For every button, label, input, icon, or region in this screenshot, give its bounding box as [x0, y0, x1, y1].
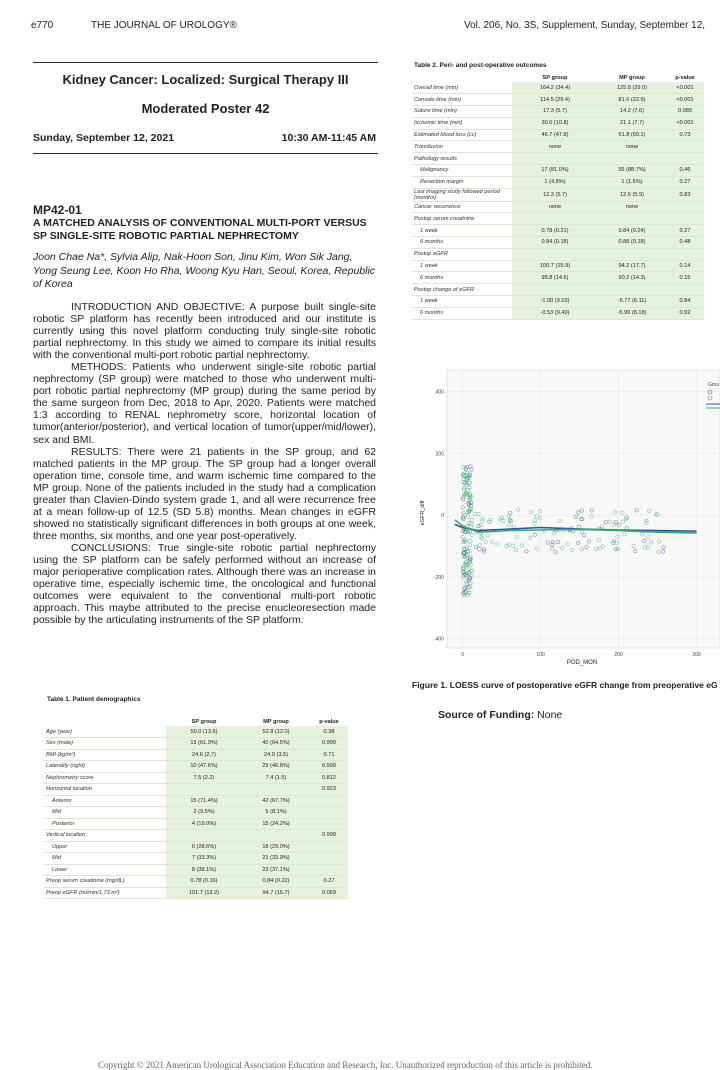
- row-label: Overall time (min): [412, 82, 512, 94]
- table-row: [44, 726, 348, 738]
- table-cell: none: [512, 201, 598, 213]
- intro-paragraph: INTRODUCTION AND OBJECTIVE: A purpose built single-site robotic SP platform has recently been introduced and our institute is currently using this novel platform conducting truly single-site robotic partial nephrectomy. In this study we aimed to compare its initial results with the conventional multi-port robotic partial nephrectomy.: [33, 301, 376, 362]
- row-label: 1 week: [412, 225, 512, 237]
- loess-scatter-chart: [412, 368, 720, 668]
- table-cell: 12.3 (5.7): [512, 188, 598, 201]
- table-row: [44, 772, 348, 784]
- table-row: [412, 117, 704, 129]
- table-cell: 51.8 (60.1): [598, 129, 666, 141]
- row-label: Nephrometry score: [44, 772, 166, 784]
- table-row: [412, 201, 704, 213]
- copyright-notice: Copyright © 2021 American Urological Association Education and Research, Inc. Unauthorized reproduction of this article is prohibited.: [98, 1060, 593, 1070]
- table-cell: 164.2 (34.4): [512, 82, 598, 94]
- table-cell: [310, 853, 348, 865]
- x-tick-label: 100: [536, 652, 545, 658]
- table-cell: 0.71: [310, 749, 348, 761]
- row-label: Console time (min): [412, 94, 512, 106]
- table-cell: 12.6 (5.9): [598, 188, 666, 201]
- table-row: [44, 830, 348, 842]
- table1-header-0: [44, 718, 166, 726]
- table-row: [412, 176, 704, 188]
- conclusions-paragraph: CONCLUSIONS: True single-site robotic partial nephrectomy using the SP platform can be safely performed without an increase of major perioperative complication rates. Although there was an increase in operative time, especially ischemic time, the oncological and functional outcomes were equivalent to the conventional multi-port robotic approach. This maybe attributed to the precise enucleoresection made possible by the articulating instruments of the SP platform.: [33, 541, 376, 627]
- funding-value: None: [537, 709, 563, 721]
- table-row: [412, 213, 704, 225]
- table-row: [412, 296, 704, 308]
- table-cell: 0.73: [666, 129, 704, 141]
- row-label: Mid: [44, 853, 166, 865]
- table-cell: 7.5 (2.2): [166, 772, 242, 784]
- row-label: Estimated blood loss (cc): [412, 129, 512, 141]
- table-cell: [512, 284, 598, 296]
- row-label: Transfusion: [412, 141, 512, 153]
- table-row: [44, 807, 348, 819]
- table-row: [412, 141, 704, 153]
- table-cell: 0.14: [666, 260, 704, 272]
- table2-header-2: MP group: [619, 75, 645, 81]
- table-cell: 125.8 (29.0): [598, 82, 666, 94]
- table-cell: 6 (28.6%): [166, 841, 242, 853]
- table-cell: 0.999: [310, 761, 348, 773]
- table-row: [44, 749, 348, 761]
- table-row: [412, 260, 704, 272]
- journal-name: THE JOURNAL OF UROLOGY®: [91, 20, 237, 31]
- table-cell: [310, 864, 348, 876]
- table-row: [44, 887, 348, 899]
- table2-header-1: SP group: [542, 75, 568, 81]
- table-cell: 0.38: [310, 726, 348, 738]
- abstract-title: A MATCHED ANALYSIS OF CONVENTIONAL MULTI-PORT VERSUS SP SINGLE-SITE ROBOTIC PARTIAL NEPHRECTOMY: [33, 217, 367, 242]
- row-label: Malignancy: [412, 165, 512, 177]
- table-cell: 1 (4.8%): [512, 176, 598, 188]
- table-cell: 0.15: [666, 272, 704, 284]
- table-cell: -0.53 (9.49): [512, 307, 598, 319]
- x-tick-label: 200: [614, 652, 623, 658]
- row-label: Postop serum creatinine: [412, 213, 512, 225]
- session-subtitle: Moderated Poster 42: [141, 101, 270, 116]
- table2-caption: Table 2. Peri- and post-operative outcomes: [414, 62, 547, 69]
- table2-header-0: [412, 74, 512, 82]
- session-date: Sunday, September 12, 2021: [33, 132, 175, 144]
- row-label: Pathology results: [412, 153, 512, 165]
- table-row: [412, 188, 704, 201]
- row-label: Vertical location: [44, 830, 166, 842]
- plot-area: [447, 370, 720, 648]
- table-row: [412, 307, 704, 319]
- table-cell: [512, 213, 598, 225]
- y-tick-label: -400: [433, 636, 444, 643]
- row-label: 6 months: [412, 307, 512, 319]
- table-row: [44, 841, 348, 853]
- table1-header-3: p-value: [319, 719, 339, 725]
- table-cell: 0.48: [666, 237, 704, 249]
- table-cell: 0.88 (0.18): [598, 237, 666, 249]
- table-cell: [166, 784, 242, 796]
- table-cell: 94.2 (17.7): [598, 260, 666, 272]
- table-cell: [512, 248, 598, 260]
- table-cell: [310, 841, 348, 853]
- row-label: Upper: [44, 841, 166, 853]
- table-row: [44, 761, 348, 773]
- table-cell: 13 (61.9%): [166, 738, 242, 750]
- row-label: Last imaging study followed period (months): [412, 188, 512, 201]
- table-cell: 21.1 (7.7): [598, 117, 666, 129]
- table-cell: [666, 284, 704, 296]
- row-label: 6 months: [412, 272, 512, 284]
- table-cell: none: [598, 141, 666, 153]
- table-cell: 17.3 (5.7): [512, 106, 598, 118]
- table-cell: [310, 795, 348, 807]
- row-label: Cancer recurrence: [412, 201, 512, 213]
- table-cell: 90.2 (14.3): [598, 272, 666, 284]
- table-cell: 81.6 (22.9): [598, 94, 666, 106]
- table-cell: 95.8 (14.6): [512, 272, 598, 284]
- table-cell: [598, 248, 666, 260]
- row-label: 1 week: [412, 260, 512, 272]
- table-cell: 24.6 (2.7): [166, 749, 242, 761]
- x-tick-label: 0: [461, 652, 464, 658]
- table-cell: 52.8 (12.0): [242, 726, 310, 738]
- figure-caption: Figure 1. LOESS curve of postoperative eGFR change from preoperative eG: [412, 680, 718, 690]
- table-row: [44, 784, 348, 796]
- table-cell: 0.78 (0.21): [512, 225, 598, 237]
- table-cell: [242, 784, 310, 796]
- page-number: e770: [31, 20, 54, 31]
- table-cell: 8 (38.1%): [166, 864, 242, 876]
- table-cell: 40 (64.5%): [242, 738, 310, 750]
- y-tick-label: 400: [435, 389, 444, 396]
- table-cell: 30.0 (10.8): [512, 117, 598, 129]
- table-row: [44, 818, 348, 830]
- table-cell: 18 (29.0%): [242, 841, 310, 853]
- table-cell: 46.7 (47.8): [512, 129, 598, 141]
- table-row: [44, 876, 348, 888]
- table-cell: 55 (88.7%): [598, 165, 666, 177]
- table2: [412, 74, 704, 320]
- table-cell: 2 (9.5%): [166, 807, 242, 819]
- table-row: [412, 272, 704, 284]
- table-cell: -1.00 (9.03): [512, 296, 598, 308]
- table-cell: 0.27: [666, 225, 704, 237]
- table-cell: 101.7 (13.2): [166, 887, 242, 899]
- table-cell: 7.4 (1.5): [242, 772, 310, 784]
- row-label: Horizontal location: [44, 784, 166, 796]
- row-label: Lower: [44, 864, 166, 876]
- table1-caption: Table 1. Patient demographics: [47, 696, 141, 703]
- table-row: [44, 864, 348, 876]
- table-row: [412, 106, 704, 118]
- y-tick-label: 200: [435, 451, 444, 458]
- table-row: [412, 225, 704, 237]
- table1: [44, 718, 348, 899]
- table-cell: 0.84 (0.22): [242, 876, 310, 888]
- table-cell: 24.9 (3.5): [242, 749, 310, 761]
- row-label: Suture time (min): [412, 106, 512, 118]
- table-cell: 15 (24.2%): [242, 818, 310, 830]
- table-cell: 17 (81.0%): [512, 165, 598, 177]
- table-row: [412, 165, 704, 177]
- issue-info: Vol. 206, No. 3S, Supplement, Sunday, September 12,: [464, 20, 706, 31]
- table-cell: 14.2 (7.6): [598, 106, 666, 118]
- table-cell: 0.069: [310, 887, 348, 899]
- row-label: Postop change of eGFR: [412, 284, 512, 296]
- y-axis-label: eGFR_diff: [420, 500, 426, 526]
- table-cell: [242, 830, 310, 842]
- table-cell: [666, 213, 704, 225]
- table-cell: 94.7 (15.7): [242, 887, 310, 899]
- table-cell: 0.83: [666, 188, 704, 201]
- table-cell: 0.923: [310, 784, 348, 796]
- table-cell: [666, 141, 704, 153]
- row-label: 6 months: [412, 237, 512, 249]
- table-cell: -5.77 (6.11): [598, 296, 666, 308]
- row-label: BMI (kg/m²): [44, 749, 166, 761]
- table1-header-1: SP group: [191, 719, 217, 725]
- methods-paragraph: METHODS: Patients who underwent single-site robotic partial nephrectomy (SP group) were matched to those who underwent multi-port robotic partial nephrectomy (MP group) during the same period by the same surgeon from Dec, 2018 to Apr, 2020. Patients were matched 1:3 according to RENAL nephrometry score, horizontal location of tumor(anterior/posterior), and vertical location of tumor(upper/mid/lower), sex and BMI.: [33, 361, 376, 446]
- table-row: [412, 237, 704, 249]
- table-cell: [166, 830, 242, 842]
- table-cell: none: [512, 141, 598, 153]
- table-cell: 21 (33.9%): [242, 853, 310, 865]
- funding-label: Source of Funding:: [438, 709, 535, 721]
- y-tick-label: 0: [441, 513, 444, 520]
- row-label: Resection margin: [412, 176, 512, 188]
- table-cell: [598, 213, 666, 225]
- table-cell: [512, 153, 598, 165]
- table-cell: 4 (19.0%): [166, 818, 242, 830]
- row-label: Preop serum creatinine (mg/dL): [44, 876, 166, 888]
- table-cell: 0.84 (0.18): [512, 237, 598, 249]
- table-cell: 50.0 (13.6): [166, 726, 242, 738]
- table-row: [412, 153, 704, 165]
- legend-title: Grou: [708, 382, 720, 388]
- table-cell: <0.001: [666, 82, 704, 94]
- table-cell: 0.92: [666, 307, 704, 319]
- table-cell: 0.999: [310, 830, 348, 842]
- table-cell: <0.001: [666, 94, 704, 106]
- table-cell: 0.27: [310, 876, 348, 888]
- x-axis-label: POD_MON: [566, 660, 598, 666]
- row-label: Preop eGFR (ml/min/1.73 m²): [44, 887, 166, 899]
- table-cell: 7 (33.3%): [166, 853, 242, 865]
- table-row: [412, 82, 704, 94]
- table2-header-3: p-value: [675, 75, 695, 81]
- table-row: [44, 795, 348, 807]
- session-title: Kidney Cancer: Localized: Surgical Therapy III: [62, 72, 349, 87]
- table-cell: 0.089: [666, 106, 704, 118]
- table-row: [44, 738, 348, 750]
- results-paragraph: RESULTS: There were 21 patients in the SP group, and 62 matched patients in the MP group. The SP group had a longer overall operation time, console time, and warm ischemic time compared to the MP group. None of the patients included in the study had a complication greater than Clavien-Dindo system grade 1, and all were recurrence free at a mean follow-up of 12.5 (SD 5.8) months. Mean changes in eGFR showed no statistically significant differences in both groups at one week, three months, six months, and one year post-operatively.: [33, 445, 376, 542]
- table-cell: [666, 248, 704, 260]
- table-row: [412, 284, 704, 296]
- abstract-body: [33, 301, 376, 626]
- table-cell: [598, 153, 666, 165]
- table-cell: [310, 818, 348, 830]
- table-cell: 114.5 (29.4): [512, 94, 598, 106]
- session-time: 10:30 AM-11:45 AM: [281, 132, 376, 144]
- row-label: Ischemic time (min): [412, 117, 512, 129]
- x-tick-label: 300: [692, 652, 701, 658]
- row-label: 1 week: [412, 296, 512, 308]
- row-label: Laterality (right): [44, 761, 166, 773]
- table-cell: [598, 284, 666, 296]
- table-row: [412, 129, 704, 141]
- table-cell: [666, 201, 704, 213]
- abstract-id: MP42-01: [33, 203, 82, 217]
- table-cell: 1 (1.6%): [598, 176, 666, 188]
- table-cell: 10 (47.6%): [166, 761, 242, 773]
- table-cell: none: [598, 201, 666, 213]
- table-cell: 0.999: [310, 738, 348, 750]
- table-cell: 23 (37.1%): [242, 864, 310, 876]
- table-cell: 5 (8.1%): [242, 807, 310, 819]
- abstract-authors: Joon Chae Na*, Sylvia Alip, Nak-Hoon Son, Jinu Kim, Won Sik Jang, Yong Seung Lee, Koon Ho Rha, Woong Kyu Han, Seoul, Korea, Republic of Korea: [33, 251, 376, 291]
- row-label: Posterior: [44, 818, 166, 830]
- table-cell: 0.27: [666, 176, 704, 188]
- table-cell: 0.84 (0.24): [598, 225, 666, 237]
- funding-note: [438, 709, 562, 721]
- table-cell: 15 (71.4%): [166, 795, 242, 807]
- session-header: [33, 62, 378, 154]
- table-cell: 0.46: [666, 165, 704, 177]
- table-row: [412, 94, 704, 106]
- table-cell: [310, 807, 348, 819]
- table-cell: -5.99 (8.18): [598, 307, 666, 319]
- table-row: [44, 853, 348, 865]
- table-cell: <0.001: [666, 117, 704, 129]
- table-cell: 0.812: [310, 772, 348, 784]
- table1-header-2: MP group: [263, 719, 289, 725]
- y-tick-label: -200: [433, 574, 444, 581]
- row-label: Mid: [44, 807, 166, 819]
- table-cell: 0.84: [666, 296, 704, 308]
- row-label: Age (year): [44, 726, 166, 738]
- row-label: Sex (male): [44, 738, 166, 750]
- table-cell: 42 (67.7%): [242, 795, 310, 807]
- row-label: Postop eGFR: [412, 248, 512, 260]
- table-cell: [666, 153, 704, 165]
- row-label: Anterior: [44, 795, 166, 807]
- table-cell: 100.7 (15.9): [512, 260, 598, 272]
- table-cell: 0.78 (0.16): [166, 876, 242, 888]
- table-cell: 29 (46.8%): [242, 761, 310, 773]
- table-row: [412, 248, 704, 260]
